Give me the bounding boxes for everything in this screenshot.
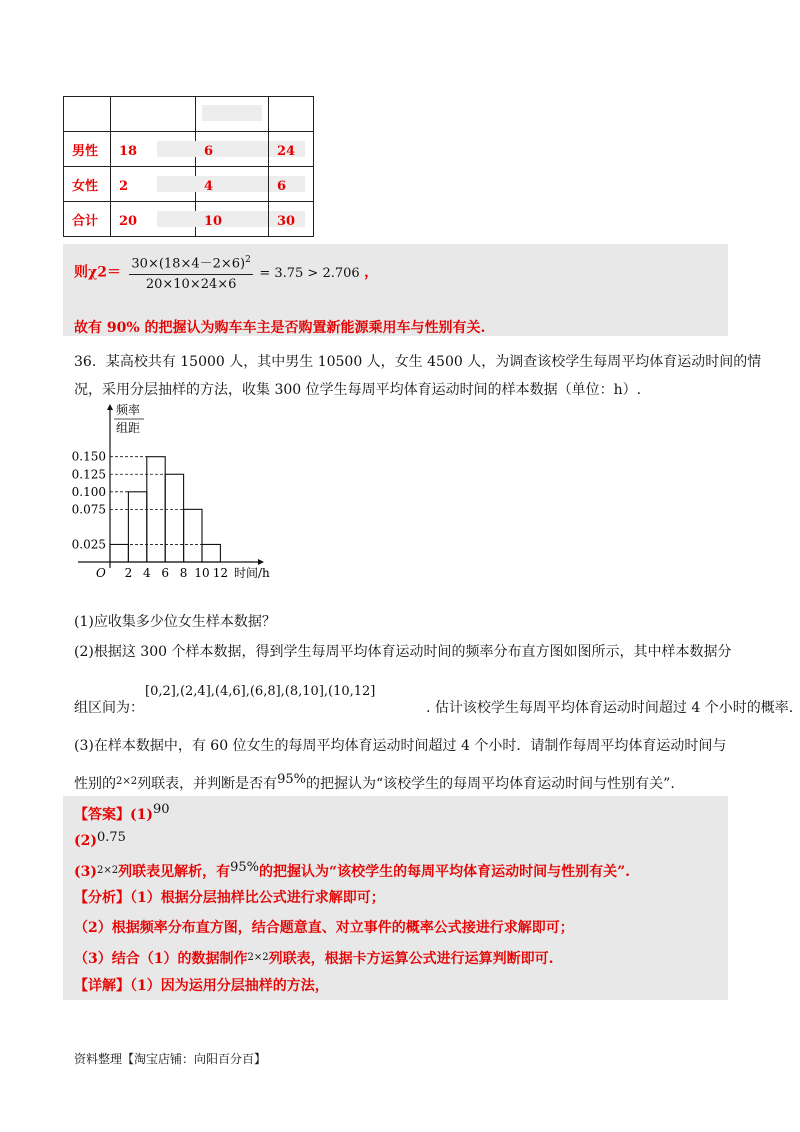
table-cell: 2 bbox=[111, 167, 196, 202]
question-2-b bbox=[74, 698, 793, 718]
chi-result: = 3.75 > 2.706 bbox=[259, 265, 360, 281]
answer-3 bbox=[74, 858, 630, 882]
contingency-table bbox=[63, 96, 314, 237]
table-cell: 20 bbox=[111, 202, 196, 237]
q3-text-2: 列联表，并判断是否有 bbox=[137, 776, 278, 792]
conclusion-text: 故有 90% 的把握认为购车车主是否购置新能源乘用车与性别有关. bbox=[74, 320, 486, 336]
x-tick-label: 2 bbox=[124, 566, 133, 580]
question-3-b bbox=[74, 770, 675, 794]
problem-line-1: 36．某高校共有 15000 人，其中男生 10500 人，女生 4500 人，为调查该校学生每周平均体育运动时间的情 bbox=[74, 354, 762, 370]
detail-1 bbox=[74, 976, 329, 996]
y-tick-label: 0.100 bbox=[71, 484, 106, 499]
histogram-bar bbox=[110, 544, 128, 562]
row-label: 合计 bbox=[64, 202, 111, 237]
analysis-3-text-1: （3）结合（1）的数据制作 bbox=[74, 951, 248, 967]
q3-text-3: 的把握认为“该校学生的每周平均体育运动时间与性别有关”. bbox=[306, 776, 675, 792]
row-label: 女性 bbox=[64, 167, 111, 202]
table-cell: 30 bbox=[269, 202, 314, 237]
table-cell: 18 bbox=[111, 132, 196, 167]
frequency-histogram bbox=[70, 402, 290, 586]
chi-numerator: 30×(18×4－2×6) bbox=[131, 256, 246, 272]
answer-1-label: 【答案】(1) bbox=[74, 807, 153, 823]
chi-suffix: ， bbox=[364, 264, 379, 281]
analysis-1 bbox=[74, 888, 385, 908]
y-axis-label-top: 频率 bbox=[116, 403, 141, 417]
page-footer: 资料整理【淘宝店铺：向阳百分百】 bbox=[74, 1052, 267, 1066]
table-header-cell bbox=[64, 97, 111, 132]
answer-2 bbox=[74, 828, 126, 851]
analysis-3-text-2: 列联表，根据卡方运算公式进行运算判断即可. bbox=[268, 951, 554, 967]
table-row bbox=[64, 132, 314, 167]
table-header-cell bbox=[196, 97, 269, 132]
origin-label: O bbox=[96, 566, 106, 580]
table-cell: 6 bbox=[269, 167, 314, 202]
q3-2x2: 2×2 bbox=[116, 776, 138, 787]
x-tick-label: 6 bbox=[161, 566, 170, 580]
table-cell: 6 bbox=[196, 132, 269, 167]
y-tick-label: 0.150 bbox=[71, 449, 106, 464]
answer-3-percent: 95% bbox=[230, 860, 260, 875]
y-axis-label-bottom: 组距 bbox=[116, 421, 141, 435]
question-3-a: (3)在样本数据中，有 60 位女生的每周平均体育运动时间超过 4 个小时．请制作每周平均体育运动时间与 bbox=[74, 738, 727, 754]
histogram-bar bbox=[184, 509, 202, 562]
question-2-prefix: 组区间为： bbox=[74, 700, 144, 716]
chi-denominator: 20×10×24×6 bbox=[145, 277, 237, 293]
row-label: 男性 bbox=[64, 132, 111, 167]
answer-2-value: 0.75 bbox=[97, 830, 126, 845]
table-cell: 4 bbox=[196, 167, 269, 202]
x-tick-label: 4 bbox=[142, 566, 151, 580]
analysis-3-2x2: 2×2 bbox=[247, 952, 269, 963]
table-header-cell bbox=[111, 97, 196, 132]
chi-fraction bbox=[129, 250, 252, 295]
table-header-cell bbox=[269, 97, 314, 132]
table-cell: 24 bbox=[269, 132, 314, 167]
histogram-bar bbox=[128, 492, 146, 562]
chi-square-formula bbox=[74, 250, 378, 295]
chi-prefix: 则χ2＝ bbox=[74, 264, 121, 281]
x-tick-label: 10 bbox=[194, 566, 210, 580]
detail-1-text: （1）因为运用分层抽样的方法， bbox=[130, 978, 329, 994]
chi-exponent: 2 bbox=[245, 255, 251, 265]
x-axis-label: 时间/h bbox=[234, 566, 270, 580]
question-2-suffix: . 估计该校学生每周平均体育运动时间超过 4 个小时的概率. bbox=[426, 700, 794, 716]
table-header-row bbox=[64, 97, 314, 132]
answer-3-label: (3) bbox=[74, 864, 97, 880]
answer-3-text-1: 列联表见解析，有 bbox=[118, 864, 231, 880]
x-tick-label: 12 bbox=[212, 566, 229, 580]
y-tick-label: 0.075 bbox=[71, 502, 106, 517]
analysis-2: （2）根据频率分布直方图，结合题意直、对立事件的概率公式接进行求解即可； bbox=[74, 920, 574, 936]
analysis-3 bbox=[74, 948, 553, 969]
q3-percent: 95% bbox=[277, 772, 307, 787]
answer-3-text-2: 的把握认为“该校学生的每周平均体育运动时间与性别有关”. bbox=[259, 864, 630, 880]
question-1: (1)应收集多少位女生样本数据？ bbox=[74, 614, 276, 630]
analysis-1-text: （1）根据分层抽样比公式进行求解即可； bbox=[130, 890, 385, 906]
question-2-a: (2)根据这 300 个样本数据，得到学生每周平均体育运动时间的频率分布直方图如图所示，其中样本数据分 bbox=[74, 644, 732, 660]
y-tick-label: 0.025 bbox=[71, 537, 106, 552]
table-row bbox=[64, 202, 314, 237]
y-tick-label: 0.125 bbox=[71, 467, 106, 482]
problem-line-2: 况，采用分层抽样的方法，收集 300 位学生每周平均体育运动时间的样本数据（单位：h）. bbox=[74, 382, 642, 398]
answer-2-label: (2) bbox=[74, 833, 97, 849]
q3-text-1: 性别的 bbox=[74, 776, 116, 792]
answer-1-value: 90 bbox=[153, 802, 170, 817]
table-cell: 10 bbox=[196, 202, 269, 237]
question-2-intervals: [0,2],(2,4],(4,6],(6,8],(8,10],(10,12] bbox=[145, 684, 376, 699]
histogram-bar bbox=[165, 474, 183, 562]
table-row bbox=[64, 167, 314, 202]
x-axis-arrow bbox=[258, 559, 264, 565]
x-tick-label: 8 bbox=[179, 566, 188, 580]
answer-3-2x2: 2×2 bbox=[97, 865, 119, 876]
y-axis-arrow bbox=[107, 404, 113, 410]
analysis-label: 【分析】 bbox=[74, 890, 130, 906]
answer-1 bbox=[74, 800, 170, 825]
detail-label: 【详解】 bbox=[74, 978, 130, 994]
histogram-bar bbox=[202, 544, 220, 562]
